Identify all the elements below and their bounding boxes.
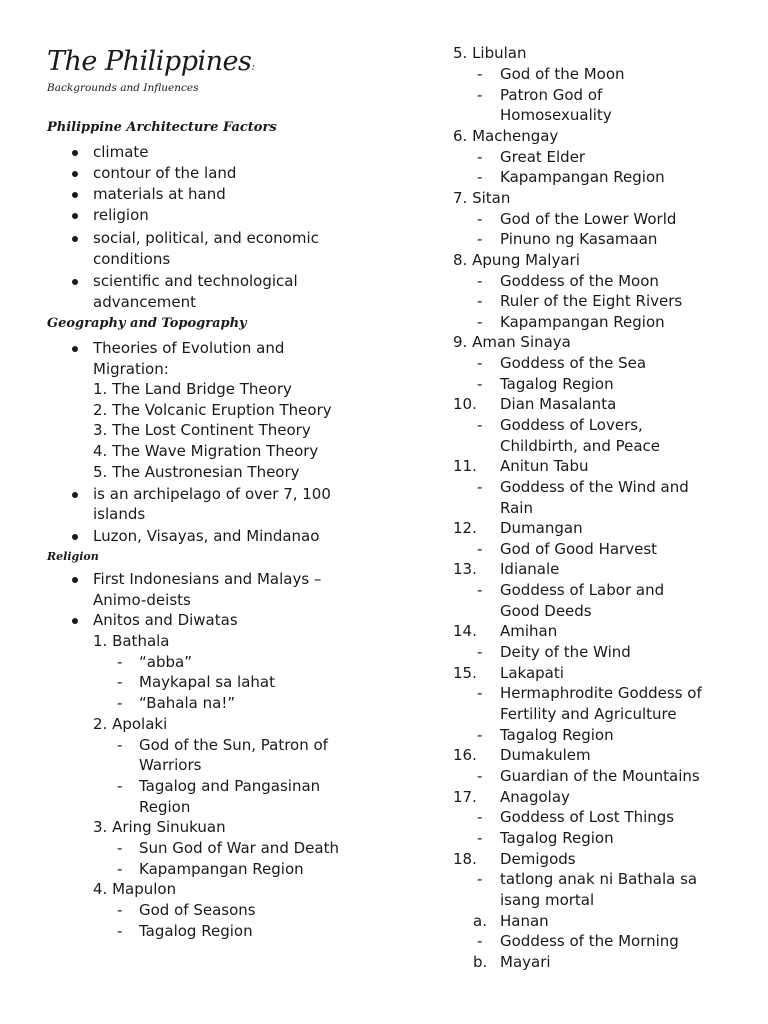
deity-detail: Deity of the Wind [500,643,631,661]
theory-item: 2. The Volcanic Eruption Theory [93,401,332,419]
list-item: social, political, and economic [93,229,319,247]
bullet-icon [72,492,78,498]
deity-detail: God of the Lower World [500,210,677,228]
deity-name: Anitun Tabu [500,457,589,475]
list-item: scientific and technological [93,272,298,290]
deity-name: Anagolay [500,788,570,806]
theory-item: 1. The Land Bridge Theory [93,380,292,398]
deity-name: 1. Bathala [93,632,170,650]
section-heading-religion: Religion [47,550,99,563]
dash-marker: - [477,354,483,372]
bullet-icon [72,213,78,219]
list-item-continuation: Migration: [93,360,169,378]
deity-number: 13. [453,560,477,578]
bullet-icon [72,279,78,285]
deity-detail: Ruler of the Eight Rivers [500,292,683,310]
deity-detail: Goddess of the Sea [500,354,647,372]
deity-detail: Tagalog Region [500,829,614,847]
dash-marker: - [477,65,483,83]
deity-detail: Tagalog Region [139,922,253,940]
bullet-icon [72,534,78,540]
dash-marker: - [477,643,483,661]
deity-detail-continuation: Good Deeds [500,602,592,620]
dash-marker: - [477,416,483,434]
deity-detail: Kapampangan Region [139,860,304,878]
deity-detail-continuation: Fertility and Agriculture [500,705,677,723]
dash-marker: - [477,767,483,785]
dash-marker: - [477,148,483,166]
deity-detail: Maykapal sa lahat [139,673,275,691]
deity-detail-continuation: isang mortal [500,891,595,909]
bullet-icon [72,171,78,177]
deity-detail: Guardian of the Mountains [500,767,700,785]
dash-marker: - [477,210,483,228]
dash-marker: - [477,829,483,847]
deity-name: 2. Apolaki [93,715,168,733]
deity-name: 8. Apung Malyari [453,251,580,269]
deity-detail: God of the Moon [500,65,625,83]
deity-detail: God of Seasons [139,901,256,919]
deity-detail: Goddess of Lost Things [500,808,675,826]
deity-name: Lakapati [500,664,564,682]
deity-detail: Tagalog Region [500,726,614,744]
list-item: Theories of Evolution and [93,339,285,357]
deity-detail-continuation: Homosexuality [500,106,612,124]
deity-name: Mayari [500,953,551,971]
deity-name: 6. Machengay [453,127,559,145]
theory-item: 5. The Austronesian Theory [93,463,300,481]
bullet-icon [72,346,78,352]
deity-detail: God of the Sun, Patron of [139,736,328,754]
bullet-icon [72,618,78,624]
deity-detail: Kapampangan Region [500,313,665,331]
list-item: religion [93,206,149,224]
deity-detail: Goddess of Lovers, [500,416,643,434]
deity-detail: God of Good Harvest [500,540,658,558]
deity-name: Dian Masalanta [500,395,617,413]
demigod-letter: a. [473,912,487,930]
dash-marker: - [477,726,483,744]
list-item-continuation: advancement [93,293,196,311]
page-subtitle: Backgrounds and Influences [47,82,199,94]
list-item: First Indonesians and Malays – [93,570,322,588]
deity-detail: Patron God of [500,86,603,104]
deity-name: Hanan [500,912,549,930]
list-item: is an archipelago of over 7, 100 [93,485,331,503]
deity-name: 4. Mapulon [93,880,177,898]
deity-detail: Hermaphrodite Goddess of [500,684,702,702]
dash-marker: - [477,870,483,888]
deity-number: 14. [453,622,477,640]
dash-marker: - [117,736,123,754]
page-title: The Philippines: [47,46,255,77]
section-heading-geography: Geography and Topography [47,316,247,331]
deity-detail: “abba” [139,653,192,671]
dash-marker: - [477,313,483,331]
deity-detail: Pinuno ng Kasamaan [500,230,658,248]
dash-marker: - [477,808,483,826]
list-item-continuation: conditions [93,250,171,268]
dash-marker: - [117,901,123,919]
dash-marker: - [117,860,123,878]
deity-name: Dumangan [500,519,583,537]
dash-marker: - [477,292,483,310]
dash-marker: - [117,839,123,857]
deity-name: Demigods [500,850,576,868]
bullet-icon [72,236,78,242]
dash-marker: - [477,230,483,248]
section-heading-architecture: Philippine Architecture Factors [47,120,277,135]
deity-detail-continuation: Rain [500,499,533,517]
deity-name: Dumakulem [500,746,591,764]
list-item: Luzon, Visayas, and Mindanao [93,527,320,545]
list-item: climate [93,143,149,161]
deity-detail: Goddess of the Wind and [500,478,689,496]
title-punctuation: : [251,60,255,73]
bullet-icon [72,150,78,156]
theory-item: 3. The Lost Continent Theory [93,421,311,439]
deity-detail: Sun God of War and Death [139,839,339,857]
dash-marker: - [477,684,483,702]
dash-marker: - [477,540,483,558]
list-item-continuation: Animo-deists [93,591,191,609]
dash-marker: - [477,375,483,393]
deity-number: 18. [453,850,477,868]
dash-marker: - [117,694,123,712]
dash-marker: - [477,581,483,599]
deity-detail: “Bahala na!” [139,694,236,712]
dash-marker: - [477,272,483,290]
deity-number: 17. [453,788,477,806]
dash-marker: - [477,478,483,496]
deity-detail: Goddess of Labor and [500,581,665,599]
dash-marker: - [117,673,123,691]
deity-detail: Kapampangan Region [500,168,665,186]
list-item: contour of the land [93,164,237,182]
deity-number: 16. [453,746,477,764]
deity-number: 15. [453,664,477,682]
deity-detail: Tagalog Region [500,375,614,393]
deity-number: 12. [453,519,477,537]
bullet-icon [72,577,78,583]
bullet-icon [72,192,78,198]
deity-detail: Great Elder [500,148,586,166]
dash-marker: - [117,922,123,940]
theory-item: 4. The Wave Migration Theory [93,442,319,460]
deity-detail: tatlong anak ni Bathala sa [500,870,698,888]
deity-detail: Goddess of the Morning [500,932,679,950]
deity-name: 9. Aman Sinaya [453,333,571,351]
deity-number: 11. [453,457,477,475]
deity-name: 5. Libulan [453,44,527,62]
deity-detail: Tagalog and Pangasinan [139,777,321,795]
deity-number: 10. [453,395,477,413]
list-item: Anitos and Diwatas [93,611,238,629]
list-item: materials at hand [93,185,226,203]
dash-marker: - [477,932,483,950]
deity-detail-continuation: Region [139,798,191,816]
deity-name: 7. Sitan [453,189,511,207]
dash-marker: - [117,777,123,795]
dash-marker: - [477,168,483,186]
deity-detail-continuation: Warriors [139,756,202,774]
deity-detail: Goddess of the Moon [500,272,659,290]
deity-name: 3. Aring Sinukuan [93,818,226,836]
deity-name: Amihan [500,622,558,640]
demigod-letter: b. [473,953,488,971]
dash-marker: - [117,653,123,671]
dash-marker: - [477,86,483,104]
list-item-continuation: islands [93,505,146,523]
deity-name: Idianale [500,560,560,578]
deity-detail-continuation: Childbirth, and Peace [500,437,661,455]
